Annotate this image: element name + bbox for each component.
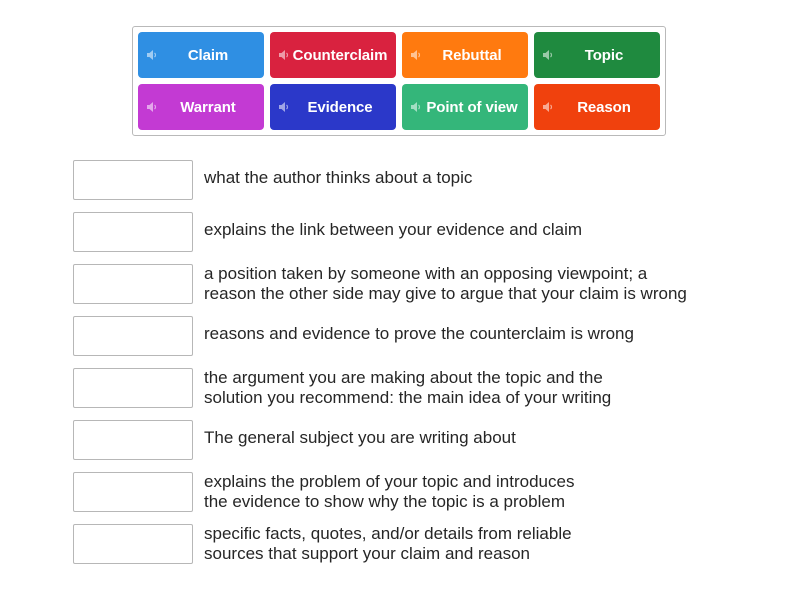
speaker-icon[interactable] xyxy=(542,101,554,113)
match-row xyxy=(73,264,773,304)
drop-slot[interactable] xyxy=(73,420,193,460)
tile-label: Warrant xyxy=(180,98,236,116)
tile-label: Point of view xyxy=(426,98,518,116)
answer-tile-bank xyxy=(132,26,666,136)
tile-label: Claim xyxy=(187,46,229,64)
tile-label: Rebuttal xyxy=(442,46,502,64)
tile-evidence[interactable] xyxy=(270,84,396,130)
match-row xyxy=(73,524,773,564)
definition-text: The general subject you are writing about xyxy=(204,428,516,447)
definition-text: explains the problem of your topic and introduces the evidence to show why the topic is a problem xyxy=(204,472,575,511)
match-row xyxy=(73,472,773,512)
tile-counterclaim[interactable] xyxy=(270,32,396,78)
speaker-icon[interactable] xyxy=(146,101,158,113)
speaker-icon[interactable] xyxy=(146,49,158,61)
tile-warrant[interactable] xyxy=(138,84,264,130)
tile-rebuttal[interactable] xyxy=(402,32,528,78)
tile-topic[interactable] xyxy=(534,32,660,78)
drop-slot[interactable] xyxy=(73,212,193,252)
definition-text: what the author thinks about a topic xyxy=(204,168,473,187)
definition-text: specific facts, quotes, and/or details from reliable sources that support your claim and reason xyxy=(204,524,572,563)
definition-text: the argument you are making about the topic and the solution you recommend: the main idea of your writing xyxy=(204,368,612,407)
tile-label: Reason xyxy=(577,98,631,116)
definition-text: reasons and evidence to prove the counterclaim is wrong xyxy=(204,324,634,343)
match-row xyxy=(73,316,773,356)
speaker-icon[interactable] xyxy=(410,101,422,113)
speaker-icon[interactable] xyxy=(278,49,290,61)
match-row xyxy=(73,212,773,252)
drop-slot[interactable] xyxy=(73,524,193,564)
speaker-icon[interactable] xyxy=(542,49,554,61)
drop-slot[interactable] xyxy=(73,160,193,200)
tile-claim[interactable] xyxy=(138,32,264,78)
match-row xyxy=(73,420,773,460)
match-row xyxy=(73,368,773,408)
drop-slot[interactable] xyxy=(73,316,193,356)
drop-slot[interactable] xyxy=(73,368,193,408)
drop-slot[interactable] xyxy=(73,472,193,512)
speaker-icon[interactable] xyxy=(410,49,422,61)
tile-label: Counterclaim xyxy=(292,46,388,64)
tile-reason[interactable] xyxy=(534,84,660,130)
drop-slot[interactable] xyxy=(73,264,193,304)
match-row xyxy=(73,160,773,200)
tile-label: Topic xyxy=(584,46,624,64)
speaker-icon[interactable] xyxy=(278,101,290,113)
definition-text: a position taken by someone with an opposing viewpoint; a reason the other side may give to argue that your claim is wrong xyxy=(204,264,687,303)
tile-label: Evidence xyxy=(307,98,373,116)
definition-text: explains the link between your evidence and claim xyxy=(204,220,583,239)
tile-point-of-view[interactable] xyxy=(402,84,528,130)
